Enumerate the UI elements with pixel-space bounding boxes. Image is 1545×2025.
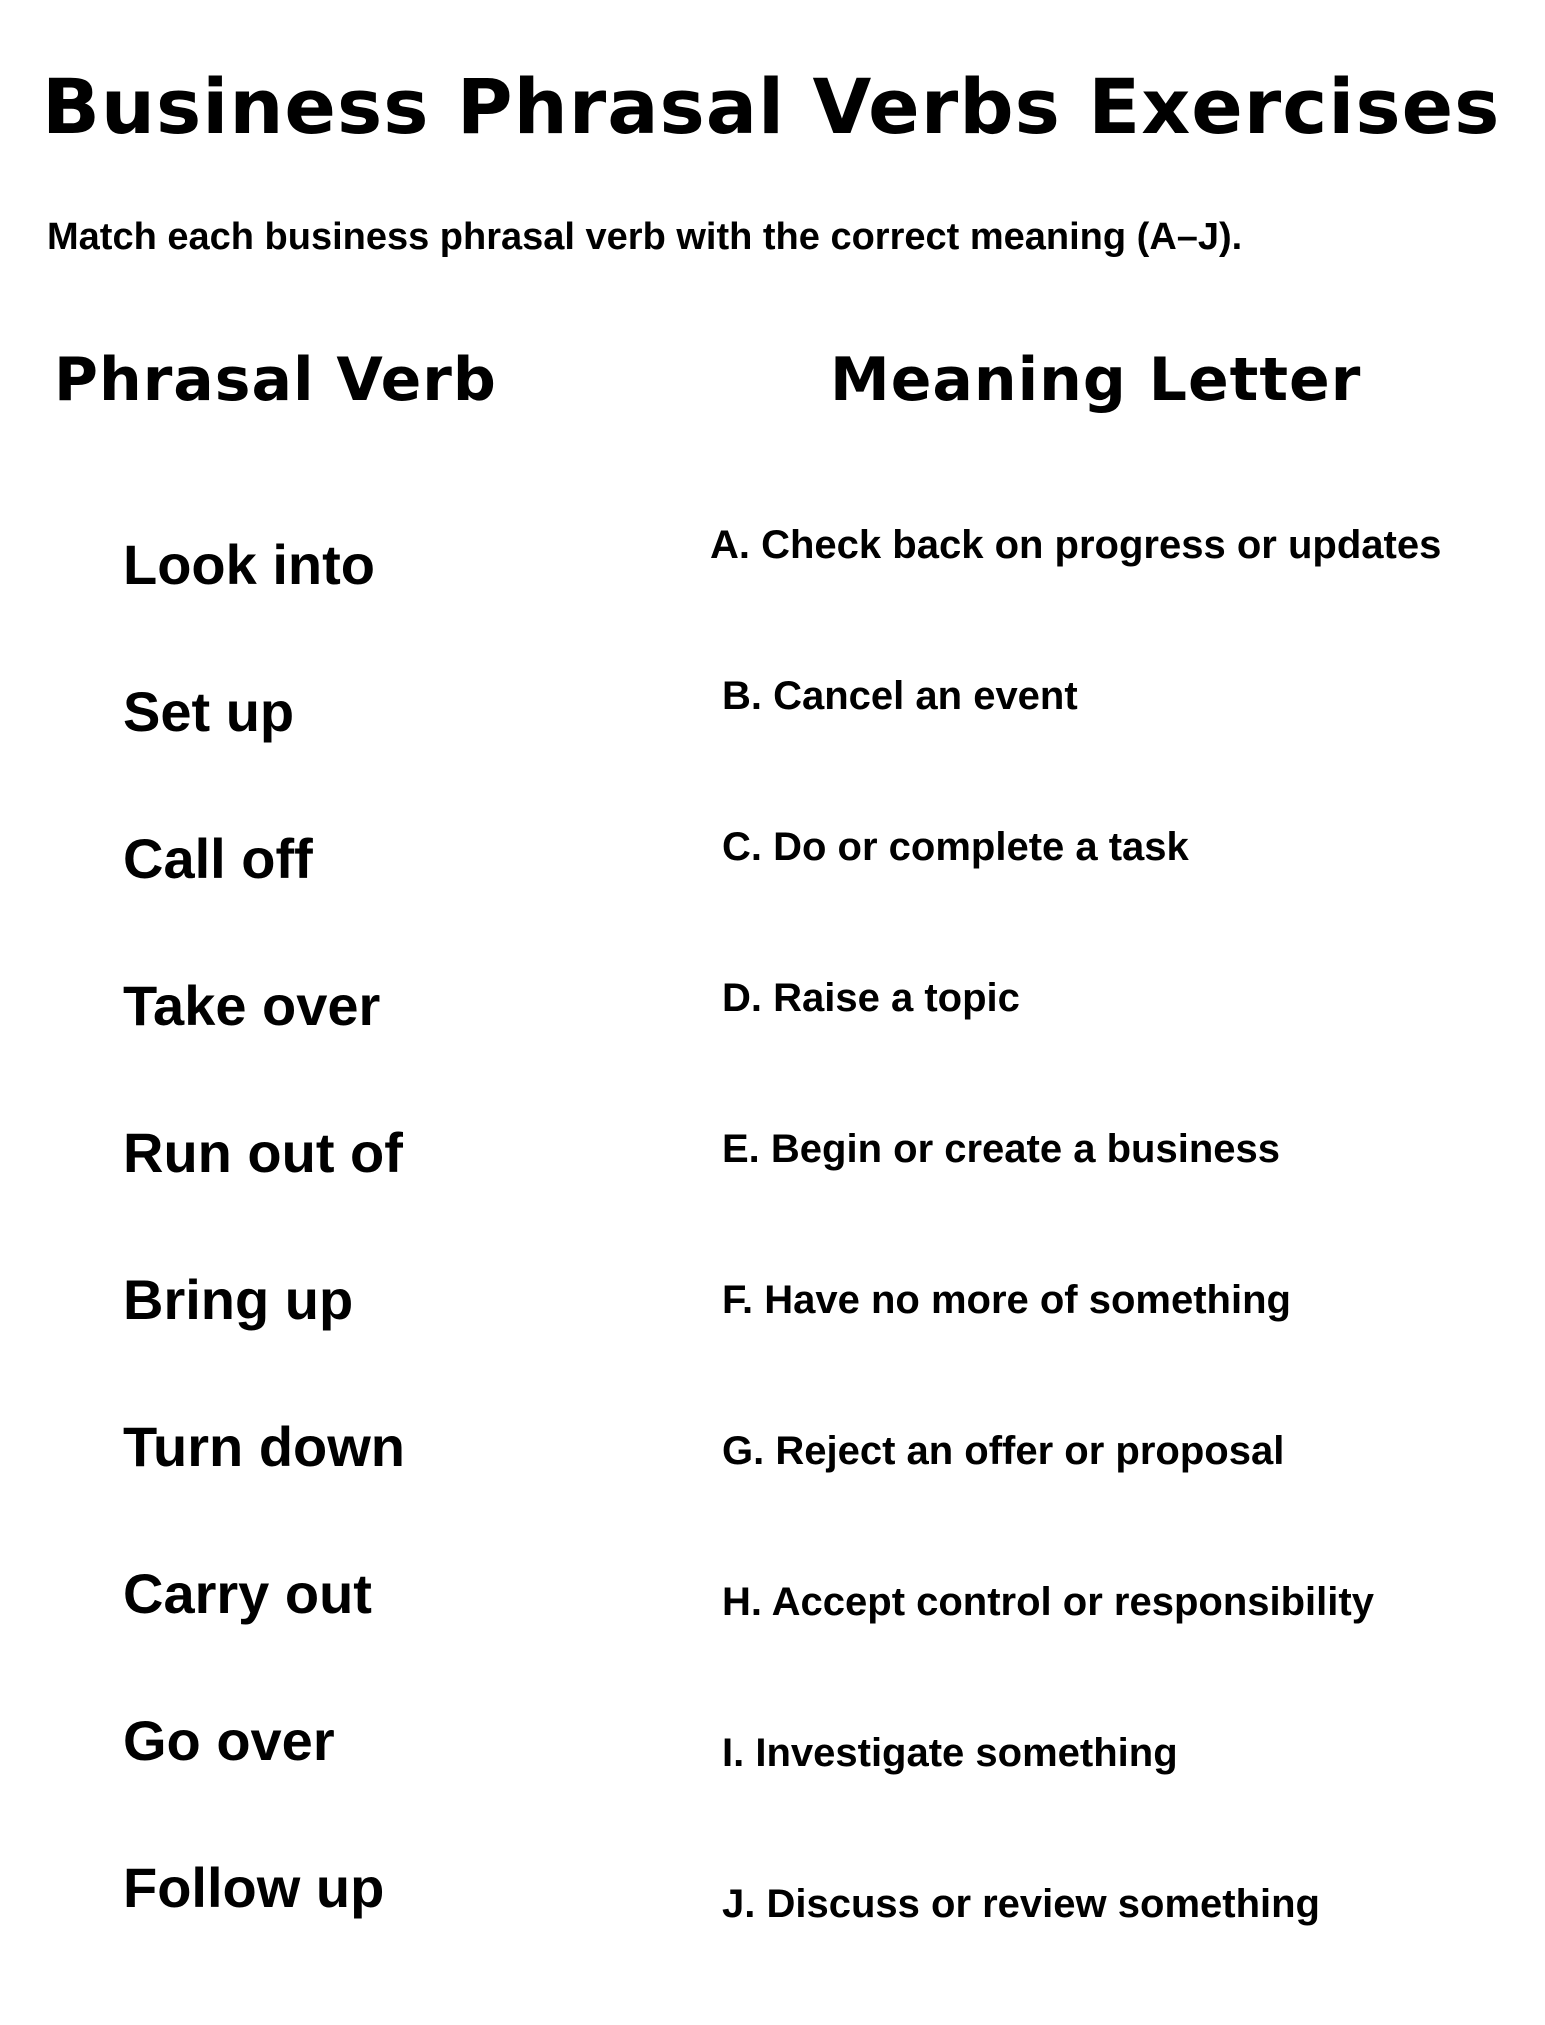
column-header-phrasal-verb: Phrasal Verb (54, 345, 497, 415)
instructions-text: Match each business phrasal verb with the correct meaning (A–J). (47, 216, 1243, 258)
phrasal-verb-list (123, 530, 405, 2000)
meaning-item: A. Check back on progress or updates (710, 523, 1442, 567)
phrasal-verb-item: Bring up (123, 1268, 354, 1331)
phrasal-verb-item: Take over (123, 974, 381, 1037)
page-title: Business Phrasal Verbs Exercises (42, 62, 1501, 151)
phrasal-verb-item: Go over (123, 1709, 335, 1772)
phrasal-verb-item: Call off (123, 827, 313, 890)
meaning-item: C. Do or complete a task (722, 825, 1189, 869)
meaning-item: I. Investigate something (722, 1731, 1178, 1775)
phrasal-verb-item: Look into (123, 533, 375, 596)
phrasal-verb-item: Carry out (123, 1562, 372, 1625)
meaning-item: F. Have no more of something (722, 1278, 1291, 1322)
phrasal-verb-item: Run out of (123, 1121, 403, 1184)
meaning-item: B. Cancel an event (722, 674, 1078, 718)
phrasal-verb-item: Follow up (123, 1856, 385, 1919)
meaning-item: G. Reject an offer or proposal (722, 1429, 1285, 1473)
phrasal-verb-item: Set up (123, 680, 295, 743)
meaning-item: J. Discuss or review something (722, 1882, 1320, 1926)
phrasal-verb-item: Turn down (123, 1415, 405, 1478)
column-header-meaning-letter: Meaning Letter (830, 345, 1362, 415)
meaning-item: H. Accept control or responsibility (722, 1580, 1374, 1624)
meaning-item: E. Begin or create a business (722, 1127, 1280, 1171)
meaning-list (712, 515, 1441, 2025)
meaning-item: D. Raise a topic (722, 976, 1020, 1020)
